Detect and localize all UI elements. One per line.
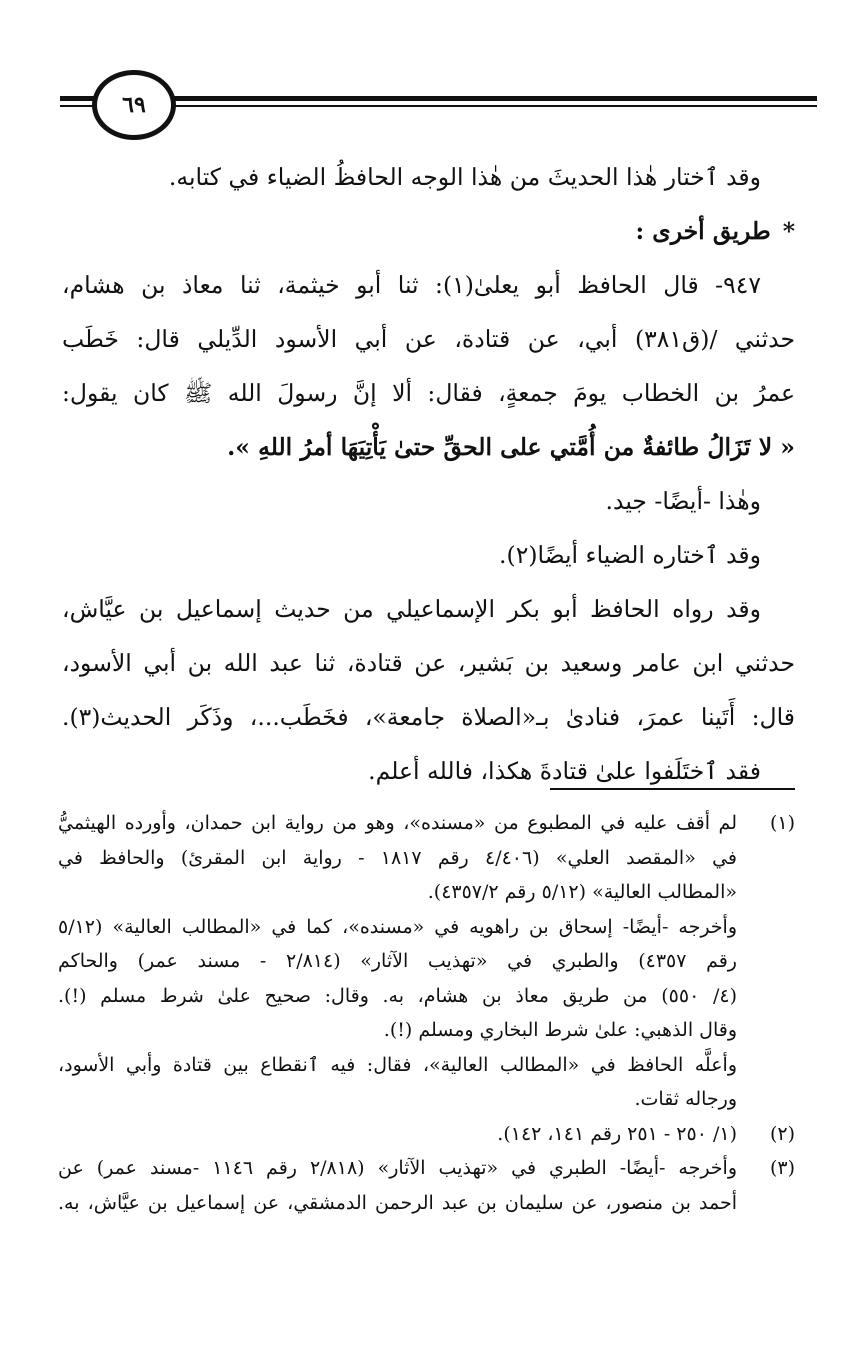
text-line-content: فقد ٱختَلَفوا علىٰ قتادةَ هكذا، فالله أعلم. bbox=[368, 757, 761, 785]
footnote-line: وأعلَّه الحافظ في «المطالب العالية»، فقال: فيه ٱنقطاع بين قتادة وأبي الأسود، bbox=[58, 1053, 737, 1076]
text-line-content: وهٰذا -أيضًا- جيد. bbox=[605, 487, 761, 515]
footnote-number: (٣) bbox=[769, 1157, 795, 1179]
page-number-badge bbox=[92, 70, 176, 140]
footnote-separator bbox=[550, 788, 795, 790]
footnote-line: وأخرجه -أيضًا- إسحاق بن راهويه في «مسنده»، كما في «المطالب العالية» (٥/١٢ bbox=[58, 915, 737, 938]
text-line-content: حدثني /(ق٣٨١) أبي، عن قتادة، عن أبي الأسود الدِّيلي قال: خَطَب bbox=[62, 325, 795, 353]
footnote-line: لم أقف عليه في المطبوع من «مسنده»، وهو من رواية ابن حمدان، وأورده الهيثميُّ bbox=[58, 812, 737, 834]
footnote-number: (٢) bbox=[769, 1122, 795, 1145]
footnote-body bbox=[58, 1117, 795, 1152]
text-line bbox=[62, 582, 795, 636]
section-marker: * bbox=[782, 217, 795, 245]
footnote-body bbox=[58, 806, 795, 1117]
footnote-line: وقال الذهبي: علىٰ شرط البخاري ومسلم (!). bbox=[383, 1019, 737, 1041]
footnote bbox=[58, 806, 795, 1117]
footnote-line: «المطالب العالية» (٥/١٢ رقم ٤٣٥٧/٢). bbox=[427, 881, 737, 903]
footnote bbox=[58, 1117, 795, 1152]
footnote bbox=[58, 1151, 795, 1220]
text-line-content: عمرُ بن الخطاب يومَ جمعةٍ، فقال: ألا إنَّ رسولَ الله ﷺ كان يقول: bbox=[62, 379, 795, 407]
text-line bbox=[62, 258, 795, 312]
footnotes bbox=[58, 806, 795, 1220]
text-line bbox=[62, 744, 795, 798]
text-line-content: وقد ٱختاره الضياء أيضًا(٢). bbox=[499, 541, 761, 569]
footnote-line: أحمد بن منصور، عن سليمان بن عبد الرحمن الدمشقي، عن إسماعيل بن عيَّاش، به. bbox=[58, 1191, 737, 1214]
footnote-line: (١/ ٢٥٠ - ٢٥١ رقم ١٤١، ١٤٢). bbox=[497, 1122, 737, 1145]
footnote-body bbox=[58, 1151, 795, 1220]
text-line-content: طريق أخرى : bbox=[635, 217, 771, 245]
text-line bbox=[62, 690, 795, 744]
text-line-content: ٩٤٧- قال الحافظ أبو يعلىٰ(١): ثنا أبو خيثمة، ثنا معاذ بن هشام، bbox=[62, 271, 761, 299]
text-line bbox=[62, 204, 795, 258]
text-line bbox=[62, 636, 795, 690]
text-line bbox=[62, 474, 795, 528]
footnote-line: وأخرجه -أيضًا- الطبري في «تهذيب الآثار» (٢/٨١٨ رقم ١١٤٦ -مسند عمر) عن bbox=[58, 1157, 737, 1179]
footnote-line: رقم ٤٣٥٧) والطبري في «تهذيب الآثار» (٢/٨١٤ - مسند عمر) والحاكم bbox=[58, 950, 737, 972]
footnote-number: (١) bbox=[769, 812, 795, 834]
footnote-line: ورجاله ثقات. bbox=[634, 1088, 737, 1110]
text-line bbox=[62, 366, 795, 420]
text-line bbox=[62, 420, 795, 474]
text-line-content: حدثني ابن عامر وسعيد بن بَشير، عن قتادة، ثنا عبد الله بن أبي الأسود، bbox=[62, 649, 795, 677]
text-line-content: وقد ٱختار هٰذا الحديثَ من هٰذا الوجه الحافظُ الضياء في كتابه. bbox=[168, 163, 761, 191]
text-line bbox=[62, 150, 795, 204]
text-line-content: « لا تَزَالُ طائفةٌ من أُمَّتي على الحقِّ حتىٰ يَأْتِيَهَا أمرُ اللهِ ». bbox=[227, 433, 795, 461]
text-line bbox=[62, 528, 795, 582]
footnote-line: في «المقصد العلي» (٤/٤٠٦ رقم ١٨١٧ - رواية ابن المقرئ) والحافظ في bbox=[58, 846, 737, 869]
text-line bbox=[62, 312, 795, 366]
main-text bbox=[62, 150, 795, 798]
page-number: ٦٩ bbox=[122, 92, 146, 118]
text-line-content: وقد رواه الحافظ أبو بكر الإسماعيلي من حديث إسماعيل بن عيَّاش، bbox=[62, 595, 761, 623]
footnote-line: (٤/ ٥٥٠) من طريق معاذ بن هشام، به. وقال: صحيح علىٰ شرط مسلم (!). bbox=[58, 984, 737, 1007]
text-line-content: قال: أَتَينا عمرَ، فنادىٰ بـ«الصلاة جامعة»، فخَطَب...، وذَكَر الحديث(٣). bbox=[62, 703, 795, 731]
